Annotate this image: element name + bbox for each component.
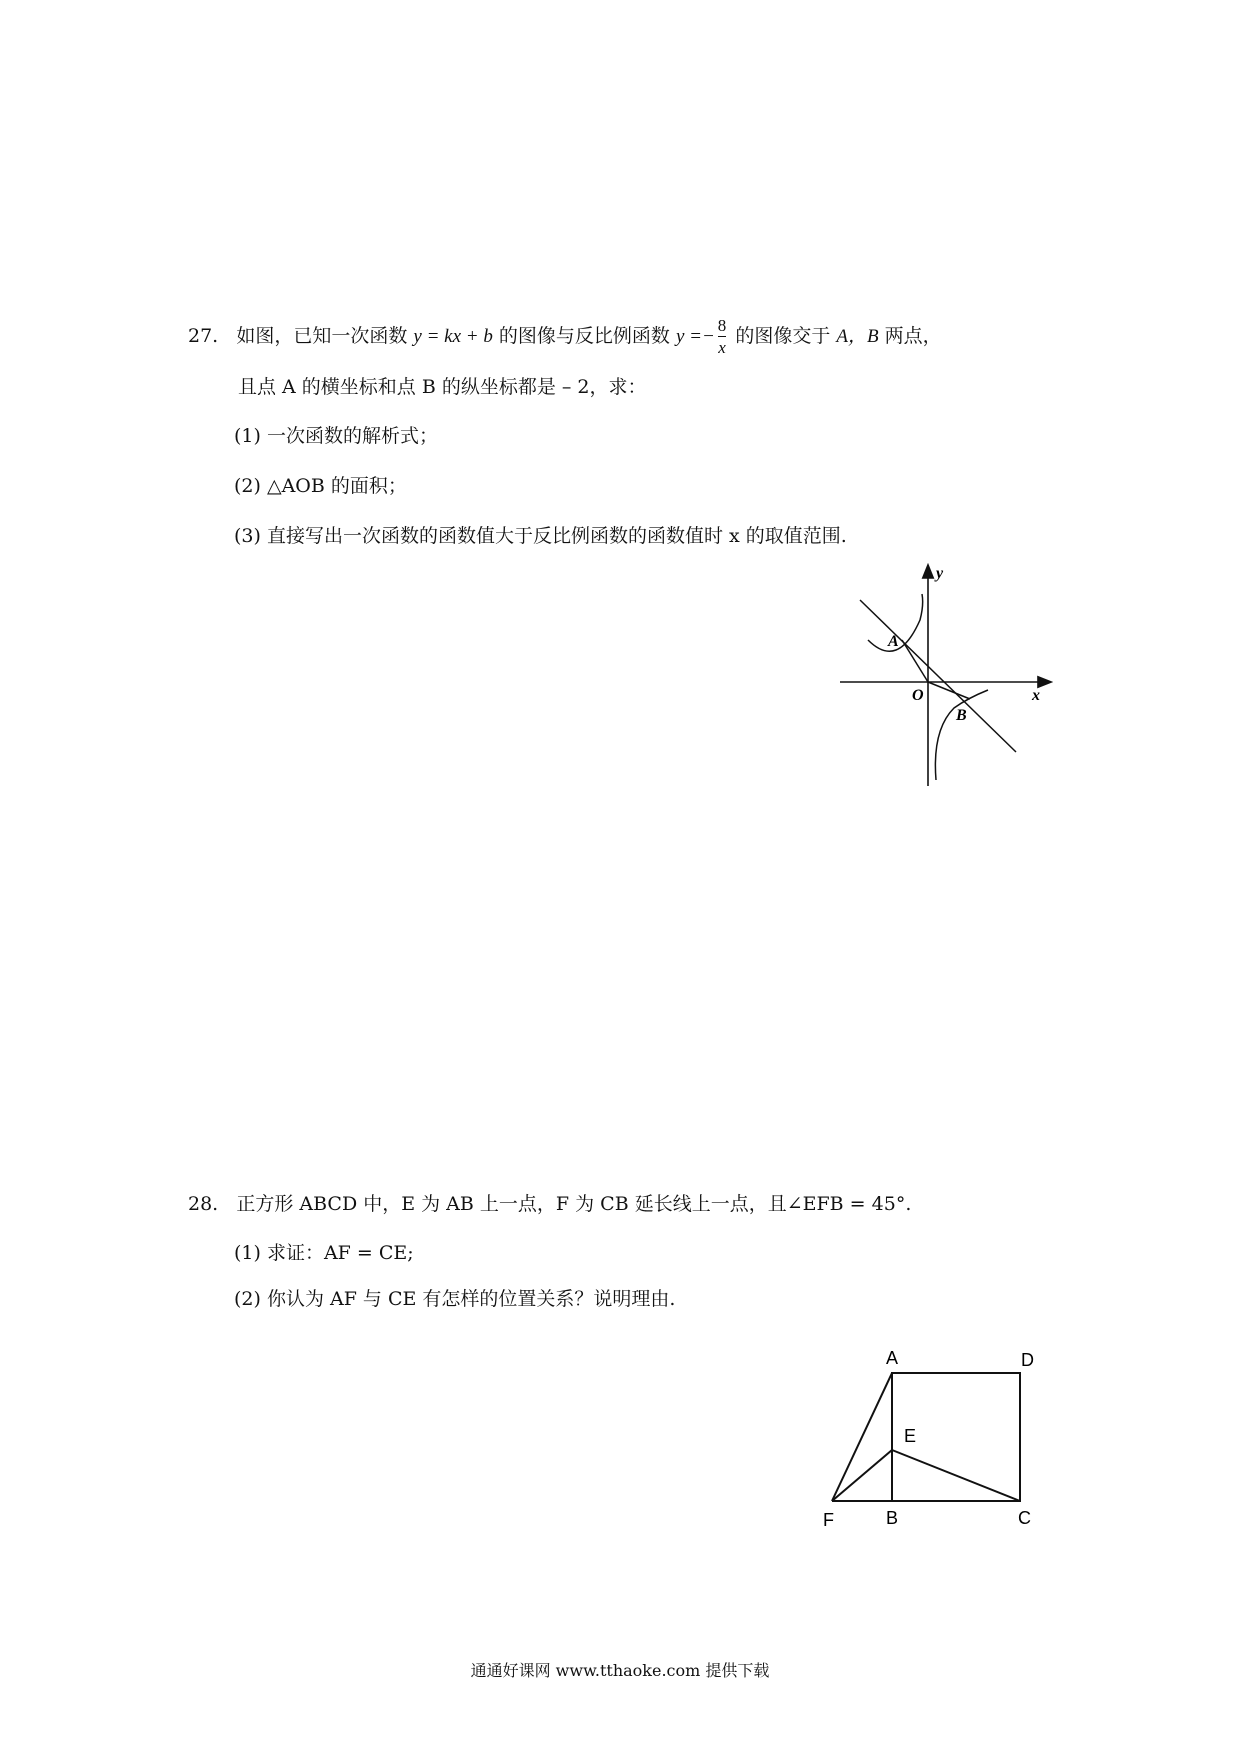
q28-segment-FE: [832, 1450, 892, 1501]
q27-number: 27.: [188, 325, 219, 347]
q27-label-y: y: [936, 565, 944, 582]
q27-frac-num: 8: [717, 316, 727, 335]
q27-linear-eq: y = kx + b: [413, 326, 493, 347]
q28-line1: [188, 1192, 911, 1216]
q28-label-A: A: [886, 1348, 899, 1368]
q27-hyperbola-q4: [935, 690, 988, 780]
q27-item2: (2) △AOB 的面积；: [234, 475, 407, 497]
q27-label-x: x: [1032, 687, 1040, 704]
q27-line1: [188, 316, 942, 358]
q28-text: 正方形 ABCD 中，E 为 AB 上一点，F 为 CB 延长线上一点，且∠EFB = 45°.: [236, 1193, 912, 1215]
q27-text-c: 的图像交于: [735, 325, 831, 347]
q27-item3: (3) 直接写出一次函数的函数值大于反比例函数的函数值时 x 的取值范围.: [234, 525, 847, 547]
q28-number: 28.: [188, 1193, 219, 1215]
q27-label-O: O: [912, 687, 924, 704]
q28-label-B: B: [886, 1508, 899, 1528]
q28-item1: (1) 求证：AF = CE;: [234, 1242, 414, 1264]
q27-item1: (1) 一次函数的解析式；: [234, 425, 438, 447]
q27-segment-OA: [902, 640, 928, 682]
q27-label-B: B: [956, 707, 967, 724]
q27-text-a: 如图，已知一次函数: [236, 325, 408, 347]
q27-label-A: A: [888, 633, 899, 650]
q28-label-F: F: [823, 1510, 834, 1530]
q28-segment-EC: [892, 1450, 1020, 1501]
q27-frac-den: x: [718, 338, 726, 357]
q28-label-C: C: [1018, 1508, 1031, 1528]
q28-figure: [815, 1340, 1045, 1540]
q28-item2: (2) 你认为 AF 与 CE 有怎样的位置关系？说明理由.: [234, 1288, 676, 1310]
q27-text-b: 的图像与反比例函数: [498, 325, 670, 347]
q27-figure: [836, 560, 1056, 790]
q27-line2: 且点 A 的横坐标和点 B 的纵坐标都是 – 2，求：: [238, 376, 647, 398]
page-footer: 通通好课网 www.tthaoke.com 提供下载: [470, 1661, 770, 1680]
q27-points: A，B: [836, 326, 879, 347]
q27-segment-OB: [928, 682, 970, 699]
q28-segment-FA: [832, 1373, 892, 1501]
q28-label-D: D: [1021, 1350, 1034, 1370]
q28-label-E: E: [904, 1426, 917, 1446]
q27-linear-line: [860, 600, 1016, 752]
q27-text-d: 两点，: [884, 325, 942, 347]
q27-fraction: [718, 316, 727, 358]
q27-inverse-eq-left: y =−: [675, 326, 715, 347]
